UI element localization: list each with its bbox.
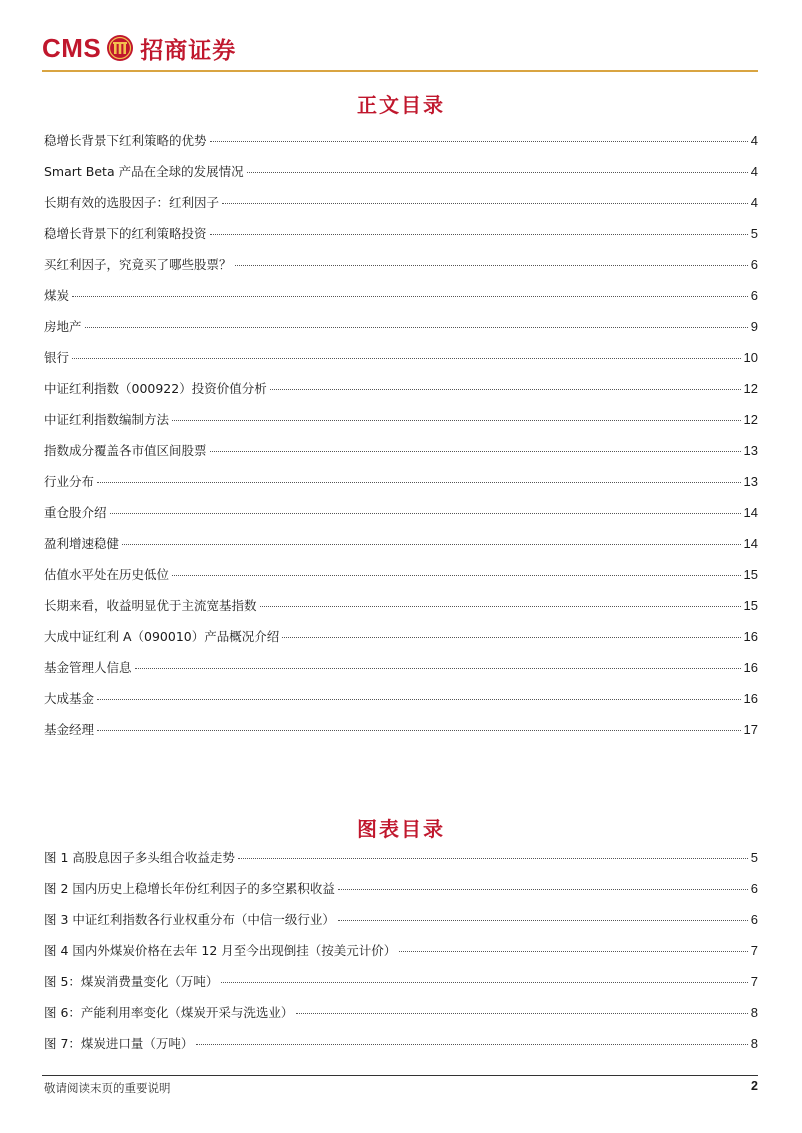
contents-entry[interactable] — [44, 193, 758, 224]
dot-leader — [172, 420, 741, 421]
contents-entry-label: 长期有效的选股因子：红利因子 — [44, 195, 220, 210]
contents-entry-label: 基金经理 — [44, 722, 95, 737]
contents-entry[interactable] — [44, 441, 758, 472]
contents-entry-page-number: 9 — [750, 319, 758, 334]
dot-leader — [97, 482, 741, 483]
contents-entry[interactable] — [44, 224, 758, 255]
contents-entry-label: 稳增长背景下红利策略的优势 — [44, 133, 207, 148]
figure-entry[interactable] — [44, 972, 758, 1003]
contents-list — [44, 131, 758, 751]
logo-emblem-icon — [106, 34, 134, 62]
contents-entry-label: 长期来看，收益明显优于主流宽基指数 — [44, 598, 257, 613]
contents-entry-page-number: 14 — [743, 505, 758, 520]
dot-leader — [110, 513, 741, 514]
contents-entry-page-number: 17 — [743, 722, 758, 737]
figure-entry-page-number: 7 — [750, 943, 758, 958]
dot-leader — [72, 358, 741, 359]
page-header — [42, 28, 758, 74]
figure-entry-label: 图 3 中证红利指数各行业权重分布（中信一级行业） — [44, 912, 335, 927]
contents-entry-label: 买红利因子，究竟买了哪些股票？ — [44, 257, 232, 272]
contents-entry-page-number: 4 — [750, 195, 758, 210]
contents-entry-page-number: 14 — [743, 536, 758, 551]
contents-entry[interactable] — [44, 410, 758, 441]
dot-leader — [338, 920, 748, 921]
logo-chinese-text: 招商证券 — [140, 36, 237, 64]
contents-entry-label: 房地产 — [44, 319, 82, 334]
contents-entry[interactable] — [44, 379, 758, 410]
logo-cms-text: CMS — [42, 32, 102, 63]
dot-leader — [196, 1044, 747, 1045]
figure-entry-page-number: 8 — [750, 1005, 758, 1020]
footer-divider — [42, 1075, 758, 1076]
dot-leader — [210, 451, 741, 452]
contents-entry-page-number: 5 — [750, 226, 758, 241]
figure-entry[interactable] — [44, 941, 758, 972]
contents-entry[interactable] — [44, 565, 758, 596]
dot-leader — [122, 544, 741, 545]
contents-entry-page-number: 15 — [743, 567, 758, 582]
contents-entry-label: 行业分布 — [44, 474, 95, 489]
contents-entry-page-number: 6 — [750, 257, 758, 272]
dot-leader — [282, 637, 740, 638]
dot-leader — [135, 668, 741, 669]
contents-entry-page-number: 4 — [750, 164, 758, 179]
figure-entry-label: 图 4 国内外煤炭价格在去年 12 月至今出现倒挂（按美元计价） — [44, 943, 397, 958]
figure-entry-page-number: 6 — [750, 912, 758, 927]
dot-leader — [399, 951, 748, 952]
figure-entry-page-number: 5 — [750, 850, 758, 865]
contents-entry-label: 估值水平处在历史低位 — [44, 567, 170, 582]
dot-leader — [338, 889, 748, 890]
contents-entry-label: Smart Beta 产品在全球的发展情况 — [44, 164, 244, 179]
cms-logo — [42, 30, 236, 66]
dot-leader — [172, 575, 741, 576]
contents-entry-label: 指数成分覆盖各市值区间股票 — [44, 443, 207, 458]
contents-entry[interactable] — [44, 658, 758, 689]
dot-leader — [97, 699, 741, 700]
contents-entry[interactable] — [44, 472, 758, 503]
dot-leader — [222, 203, 748, 204]
contents-title: 正文目录 — [357, 93, 445, 117]
figure-entry-label: 图 6：产能利用率变化（煤炭开采与洗选业） — [44, 1005, 294, 1020]
contents-entry[interactable] — [44, 534, 758, 565]
figures-list — [44, 848, 758, 1065]
contents-entry-label: 盈利增速稳健 — [44, 536, 120, 551]
dot-leader — [97, 730, 741, 731]
dot-leader — [247, 172, 748, 173]
dot-leader — [210, 234, 748, 235]
dot-leader — [296, 1013, 747, 1014]
dot-leader — [270, 389, 741, 390]
contents-entry-label: 大成基金 — [44, 691, 95, 706]
dot-leader — [238, 858, 748, 859]
figure-entry-label: 图 2 国内历史上稳增长年份红利因子的多空累积收益 — [44, 881, 335, 896]
contents-entry[interactable] — [44, 286, 758, 317]
contents-entry[interactable] — [44, 162, 758, 193]
dot-leader — [235, 265, 748, 266]
figure-entry[interactable] — [44, 1003, 758, 1034]
contents-entry-page-number: 4 — [750, 133, 758, 148]
contents-entry[interactable] — [44, 317, 758, 348]
contents-entry-page-number: 13 — [743, 474, 758, 489]
dot-leader — [221, 982, 747, 983]
figure-entry-label: 图 1 高股息因子多头组合收益走势 — [44, 850, 235, 865]
page-number: 2 — [751, 1079, 758, 1093]
figure-entry-page-number: 6 — [750, 881, 758, 896]
figure-entry[interactable] — [44, 910, 758, 941]
contents-entry-label: 稳增长背景下的红利策略投资 — [44, 226, 207, 241]
dot-leader — [85, 327, 748, 328]
footer-disclaimer-note: 敬请阅读末页的重要说明 — [44, 1081, 171, 1095]
contents-entry-page-number: 13 — [743, 443, 758, 458]
figure-entry[interactable] — [44, 879, 758, 910]
dot-leader — [210, 141, 748, 142]
contents-entry-page-number: 16 — [743, 691, 758, 706]
contents-entry-label: 基金管理人信息 — [44, 660, 132, 675]
contents-entry[interactable] — [44, 627, 758, 658]
contents-entry[interactable] — [44, 348, 758, 379]
contents-entry[interactable] — [44, 503, 758, 534]
header-divider — [42, 70, 758, 72]
contents-entry-label: 中证红利指数（000922）投资价值分析 — [44, 381, 267, 396]
contents-entry-page-number: 15 — [743, 598, 758, 613]
contents-entry-label: 大成中证红利 A（090010）产品概况介绍 — [44, 629, 280, 644]
contents-entry-page-number: 16 — [743, 629, 758, 644]
contents-entry[interactable] — [44, 131, 758, 162]
contents-entry-page-number: 10 — [743, 350, 758, 365]
figure-entry-page-number: 7 — [750, 974, 758, 989]
contents-entry[interactable] — [44, 596, 758, 627]
figure-entry[interactable] — [44, 848, 758, 879]
figure-entry-page-number: 8 — [750, 1036, 758, 1051]
contents-entry-label: 煤炭 — [44, 288, 70, 303]
figure-entry[interactable] — [44, 1034, 758, 1065]
figure-entry-label: 图 5：煤炭消费量变化（万吨） — [44, 974, 219, 989]
contents-entry-page-number: 12 — [743, 412, 758, 427]
contents-entry-label: 银行 — [44, 350, 70, 365]
contents-entry-label: 重仓股介绍 — [44, 505, 107, 520]
figure-entry-label: 图 7：煤炭进口量（万吨） — [44, 1036, 194, 1051]
contents-entry-page-number: 16 — [743, 660, 758, 675]
contents-entry[interactable] — [44, 720, 758, 751]
contents-entry-label: 中证红利指数编制方法 — [44, 412, 170, 427]
dot-leader — [72, 296, 748, 297]
dot-leader — [260, 606, 741, 607]
contents-entry[interactable] — [44, 255, 758, 286]
contents-entry[interactable] — [44, 689, 758, 720]
contents-entry-page-number: 12 — [743, 381, 758, 396]
contents-entry-page-number: 6 — [750, 288, 758, 303]
figures-title: 图表目录 — [357, 817, 445, 841]
